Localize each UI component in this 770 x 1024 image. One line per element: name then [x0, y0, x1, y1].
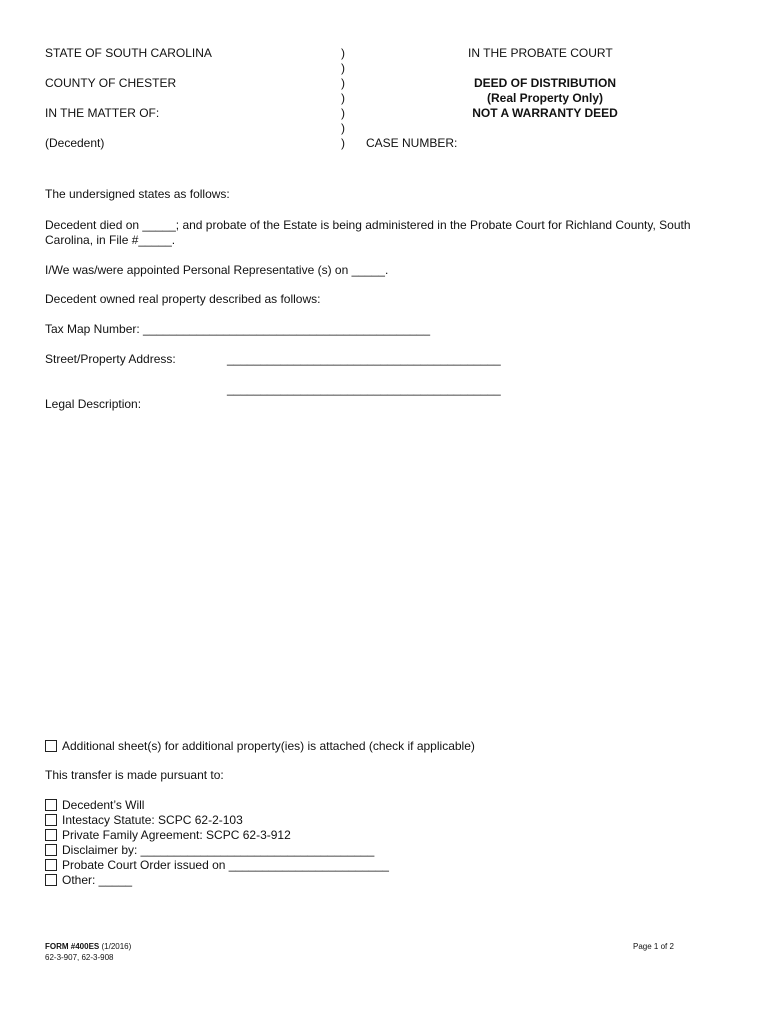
deed-warning: NOT A WARRANTY DEED: [472, 106, 618, 120]
tax-map-field: Tax Map Number: ___________________________________________: [45, 322, 431, 336]
page-number: Page 1 of 2: [633, 942, 674, 951]
state-label: STATE OF SOUTH CAROLINA: [45, 46, 212, 60]
pursuant-label: This transfer is made pursuant to:: [45, 768, 224, 782]
additional-sheets-label: Additional sheet(s) for additional property(ies) is attached (check if applicable): [62, 738, 475, 753]
case-number-label: CASE NUMBER:: [366, 136, 458, 150]
intestacy-checkbox[interactable]: [45, 814, 57, 826]
owned-property-text: Decedent owned real property described as follows:: [45, 292, 321, 306]
deed-subtitle: (Real Property Only): [486, 91, 604, 105]
decedent-died-paragraph: Decedent died on _____; and probate of the Estate is being administered in the Probate Court for Richland County, South Carolina, in File #_____.: [45, 218, 691, 247]
pursuant-option-family-agreement: [45, 827, 291, 842]
court-order-checkbox[interactable]: [45, 859, 57, 871]
additional-sheets-checkbox[interactable]: [45, 740, 57, 752]
street-address-line-1: _________________________________________: [227, 352, 501, 366]
court-label: IN THE PROBATE COURT: [468, 46, 613, 60]
pursuant-option-intestacy: [45, 812, 243, 827]
parenthesis: ): [341, 136, 345, 150]
legal-description-label: Legal Description:: [45, 397, 142, 411]
pursuant-option-label: Probate Court Order issued on ________________________: [62, 857, 389, 872]
parenthesis: ): [341, 61, 345, 75]
pursuant-option-disclaimer: [45, 842, 374, 857]
appointed-text: I/We was/were appointed Personal Representative (s) on _____.: [45, 263, 389, 277]
form-identifier: [45, 942, 131, 952]
intro-text: The undersigned states as follows:: [45, 187, 230, 201]
parenthesis: ): [341, 76, 345, 90]
pursuant-option-label: Disclaimer by: ___________________________________: [62, 842, 375, 857]
form-number: FORM #400ES: [45, 942, 100, 951]
pursuant-option-label: Other: _____: [62, 872, 133, 887]
matter-label: IN THE MATTER OF:: [45, 106, 160, 120]
pursuant-option-label: Decedent’s Will: [62, 797, 145, 812]
parenthesis-column: [341, 46, 345, 151]
disclaimer-checkbox[interactable]: [45, 844, 57, 856]
pursuant-option-court-order: [45, 857, 389, 872]
family-agreement-checkbox[interactable]: [45, 829, 57, 841]
parenthesis: ): [341, 106, 345, 120]
will-checkbox[interactable]: [45, 799, 57, 811]
pursuant-option-label: Private Family Agreement: SCPC 62-3-912: [62, 827, 291, 842]
parenthesis: ): [341, 121, 345, 135]
street-address-line-2: _________________________________________: [227, 382, 501, 396]
parenthesis: ): [341, 91, 345, 105]
pursuant-option-label: Intestacy Statute: SCPC 62-2-103: [62, 812, 243, 827]
form-statutes: 62-3-907, 62-3-908: [45, 953, 114, 962]
street-address-label: Street/Property Address:: [45, 352, 176, 366]
pursuant-option-will: [45, 797, 144, 812]
other-checkbox[interactable]: [45, 874, 57, 886]
deed-title: DEED OF DISTRIBUTION: [473, 76, 616, 90]
county-label: COUNTY OF CHESTER: [45, 76, 177, 90]
additional-sheets-row: [45, 738, 475, 753]
parenthesis: ): [341, 46, 345, 60]
pursuant-option-other: [45, 872, 132, 887]
decedent-label: (Decedent): [45, 136, 105, 150]
form-date: (1/2016): [101, 942, 132, 951]
